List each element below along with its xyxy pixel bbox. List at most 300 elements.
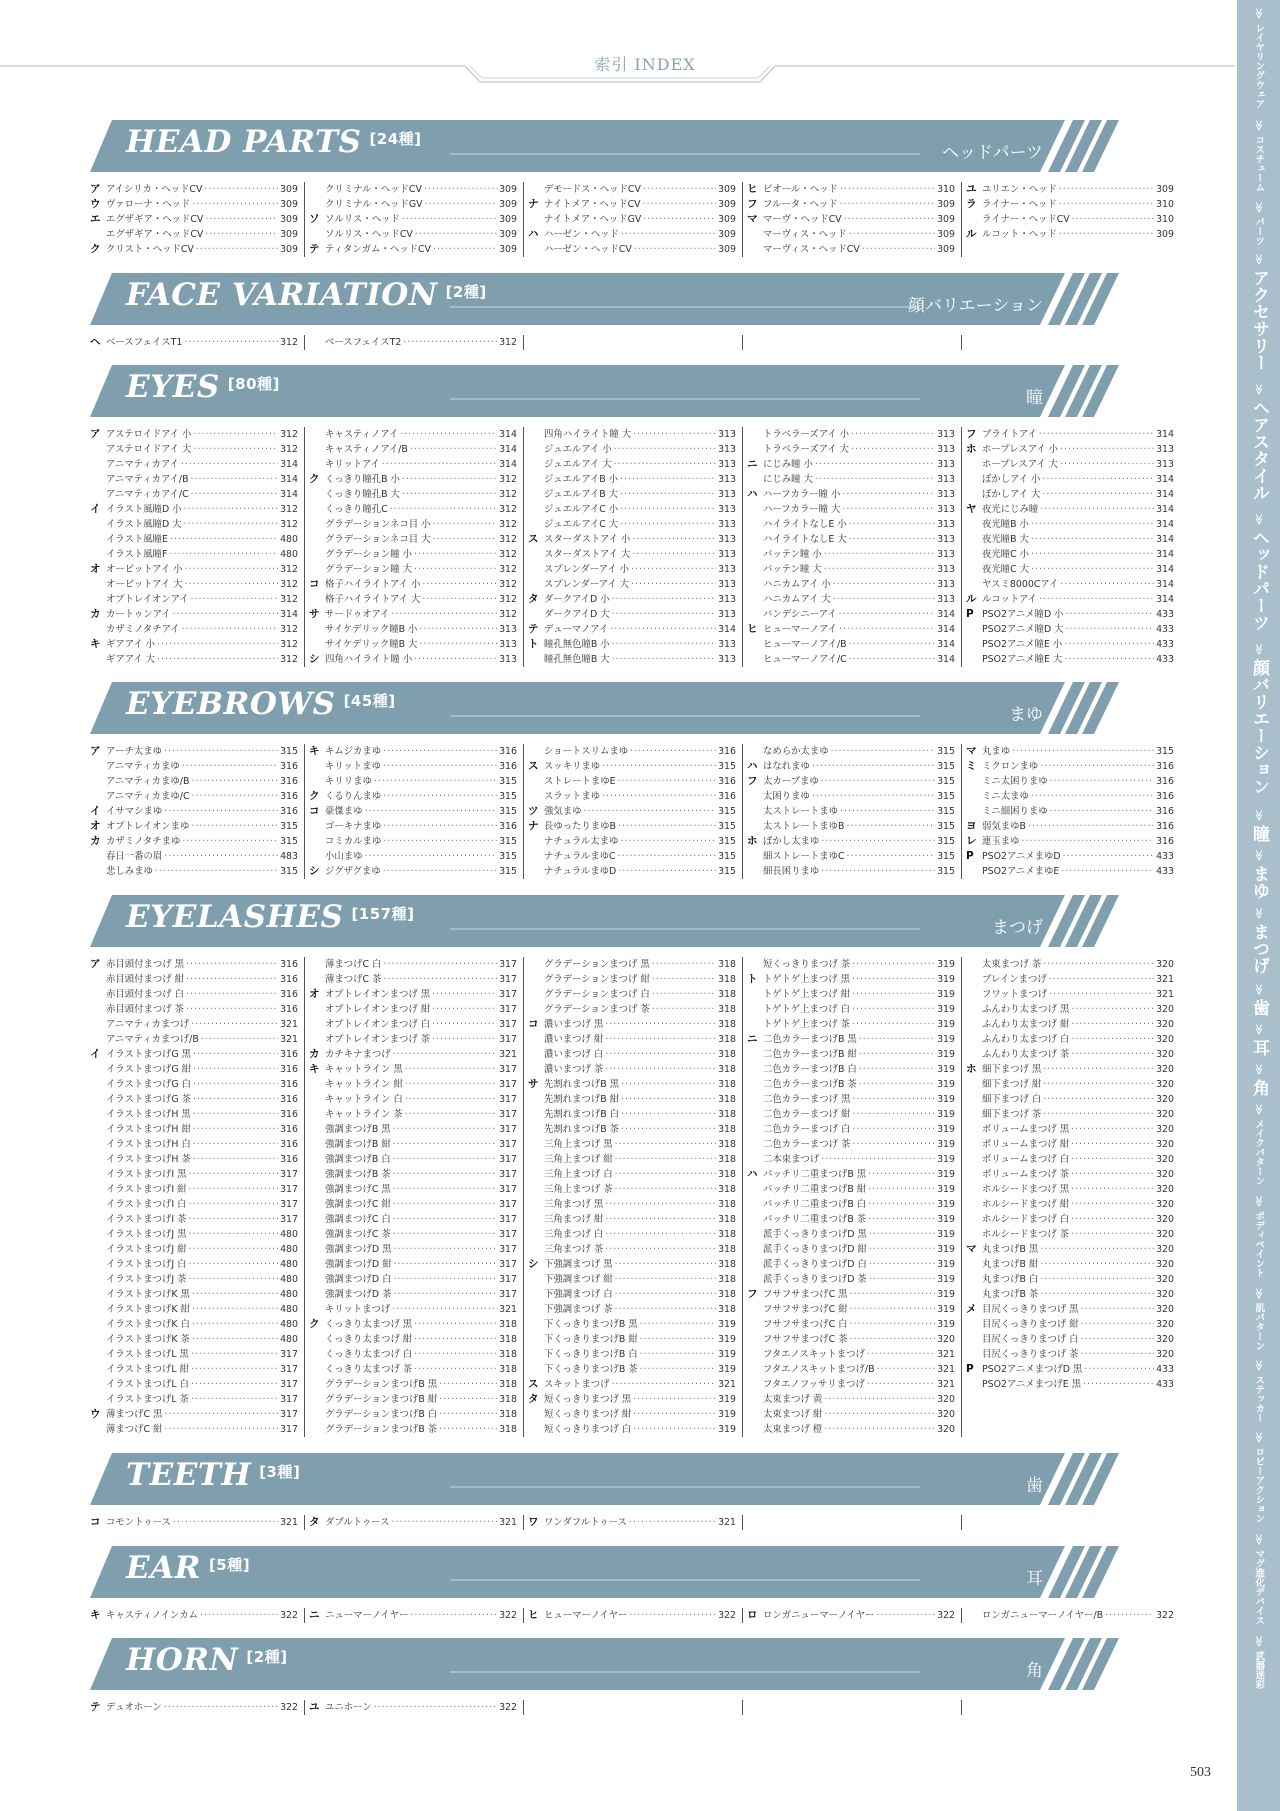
leader-dots — [1059, 227, 1154, 242]
sidebar-tab[interactable] — [1237, 120, 1280, 192]
index-entry — [90, 1242, 298, 1257]
index-entry — [528, 532, 736, 547]
leader-dots — [1071, 1212, 1154, 1227]
entry-page: 320 — [937, 1394, 955, 1405]
kana-initial: シ — [309, 653, 320, 665]
index-entry — [90, 472, 298, 487]
index-entry — [966, 1122, 1174, 1137]
index-entry — [309, 1017, 517, 1032]
entry-name: ジグザグまゆ — [325, 866, 381, 877]
entry-name: イラストまつげG 茶 — [106, 1094, 191, 1105]
chevron-icon: ≫ — [1251, 7, 1265, 20]
entry-page: 433 — [1156, 654, 1174, 665]
entry-name: 下強調まつげ 黒 — [544, 1259, 613, 1270]
index-entry — [309, 1182, 517, 1197]
kana-initial — [528, 1107, 544, 1122]
entry-name: ライナー・ヘッド — [982, 199, 1057, 210]
index-entry — [528, 1122, 736, 1137]
kana-initial — [528, 182, 544, 197]
index-entry — [90, 1392, 298, 1407]
entry-page: 317 — [499, 1214, 517, 1225]
entry-name: ブレインまつげ — [982, 974, 1047, 985]
entry-page: 317 — [499, 1019, 517, 1030]
index-entry — [528, 972, 736, 987]
index-entry — [309, 1317, 517, 1332]
kana-initial: ウ — [90, 1408, 101, 1420]
sidebar-tab-label: 耳 — [1249, 1039, 1269, 1056]
entry-page: 322 — [937, 1610, 955, 1621]
entry-name: グラデーションネコ目 大 — [325, 534, 431, 545]
kana-initial — [90, 1392, 106, 1407]
index-entry — [966, 1092, 1174, 1107]
sidebar-tab[interactable] — [1237, 384, 1280, 501]
entry-name: ぼかしアイ 大 — [982, 489, 1041, 500]
index-entry — [528, 1002, 736, 1017]
leader-dots — [191, 1347, 278, 1362]
leader-dots — [842, 502, 935, 517]
entry-name: トゲトゲ上まつげ 茶 — [763, 1019, 850, 1030]
entry-name: イラストまつげL 黒 — [106, 1349, 189, 1360]
entry-page: 313 — [718, 519, 736, 530]
entry-name: 長ゆったりまゆB — [544, 821, 616, 832]
index-entry — [966, 577, 1174, 592]
entry-page: 312 — [499, 534, 517, 545]
sidebar-tab-label: 瞳 — [1249, 825, 1269, 842]
leader-dots — [1040, 1272, 1154, 1287]
sidebar-tab[interactable] — [1237, 1196, 1280, 1278]
sidebar-tab[interactable] — [1237, 8, 1280, 109]
section-japanese-title: 歯 — [1026, 1476, 1043, 1496]
kana-initial — [309, 562, 325, 577]
kana-initial: メ — [966, 1303, 977, 1315]
entry-name: 強調まつげD 白 — [325, 1274, 392, 1285]
index-entry — [966, 637, 1174, 652]
index-entry — [309, 1032, 517, 1047]
index-entry — [528, 1077, 736, 1092]
leader-dots — [414, 1347, 497, 1362]
leader-dots — [383, 759, 497, 774]
chevron-icon: ≫ — [1251, 1103, 1265, 1116]
entry-name: フルータ・ヘッド — [763, 199, 838, 210]
index-entry — [966, 864, 1174, 879]
kana-initial — [309, 1377, 325, 1392]
entry-name: パッチリ二重まつげB 黒 — [763, 1169, 867, 1180]
entry-page: 317 — [499, 1094, 517, 1105]
section-japanese-title: まゆ — [1009, 705, 1043, 725]
entry-name: キャットライン 白 — [325, 1094, 403, 1105]
entry-page: 309 — [499, 199, 517, 210]
entry-page: 319 — [937, 1169, 955, 1180]
eyebrows-column — [966, 744, 1174, 879]
leader-dots — [868, 1182, 935, 1197]
kana-initial — [528, 1272, 544, 1287]
sidebar-tab[interactable] — [1237, 1432, 1280, 1523]
entry-page: 316 — [718, 791, 736, 802]
kana-initial: タ — [528, 593, 539, 605]
chevron-icon: ≫ — [1251, 1359, 1265, 1372]
kana-initial — [966, 1377, 982, 1392]
entry-name: 薄まつげC 茶 — [325, 974, 382, 985]
index-entry — [528, 427, 736, 442]
entry-page: 315 — [937, 836, 955, 847]
index-entry — [90, 864, 298, 879]
entry-page: 316 — [1156, 806, 1174, 817]
index-entry — [90, 1515, 298, 1530]
index-entry — [747, 427, 955, 442]
leader-dots — [414, 547, 497, 562]
entry-name: 下くっきりまつげB 紺 — [544, 1334, 638, 1345]
kana-initial — [966, 547, 982, 562]
entry-name: 先割れまつげB 紺 — [544, 1094, 620, 1105]
entry-page: 320 — [937, 1424, 955, 1435]
entry-name: 三角上まつげ 白 — [544, 1169, 613, 1180]
entry-name: 短くっきりまつげ 黒 — [544, 1394, 632, 1405]
entry-name: ふんわり太まつげ 茶 — [982, 1049, 1070, 1060]
index-entry — [528, 1392, 736, 1407]
index-entry — [309, 562, 517, 577]
entry-name: 夜光瞳B 大 — [982, 534, 1029, 545]
leader-dots — [1071, 1227, 1154, 1242]
entry-page: 313 — [937, 504, 955, 515]
leader-dots — [633, 427, 716, 442]
entry-name: はなれまゆ — [763, 761, 810, 772]
leader-dots — [652, 972, 716, 987]
entry-page: 318 — [718, 1004, 736, 1015]
entry-name: 二本束まつげ — [763, 1154, 820, 1165]
entry-name: グラデーションまつげB 白 — [325, 1409, 438, 1420]
chevron-icon: ≫ — [1251, 201, 1265, 214]
leader-dots — [393, 1167, 497, 1182]
index-entry — [309, 182, 517, 197]
entry-name: キムジカまゆ — [325, 746, 382, 757]
entry-page: 314 — [937, 639, 955, 650]
eyebrows-banner — [90, 682, 1125, 734]
sidebar-tab-label: マグ進化デバイス — [1253, 1549, 1265, 1625]
entry-page: 314 — [280, 489, 298, 500]
sidebar-tab[interactable] — [1237, 202, 1280, 246]
index-entry — [528, 442, 736, 457]
index-entry — [528, 227, 736, 242]
leader-dots — [1012, 744, 1154, 759]
entry-name: 下強調まつげ 茶 — [544, 1304, 613, 1315]
leader-dots — [584, 804, 717, 819]
entry-page: 320 — [1156, 1019, 1174, 1030]
ear-column — [966, 1608, 1174, 1623]
entry-page: 315 — [937, 866, 955, 877]
sidebar-tab[interactable] — [1237, 1636, 1280, 1689]
sidebar-tab[interactable] — [1237, 1104, 1280, 1186]
entry-page: 313 — [937, 474, 955, 485]
entry-name: 二色カラーまつげB 黒 — [763, 1034, 857, 1045]
kana-initial — [90, 1212, 106, 1227]
kana-initial — [747, 1377, 763, 1392]
teeth-column — [966, 1515, 1174, 1530]
entry-name: PSO2アニメまゆD — [982, 851, 1061, 862]
kana-initial — [90, 622, 106, 637]
entry-page: 316 — [1156, 836, 1174, 847]
section-title-text: TEETH — [126, 1457, 252, 1493]
kana-initial — [747, 1347, 763, 1362]
entry-name: クリスト・ヘッドCV — [106, 244, 194, 255]
index-entry — [747, 1047, 955, 1062]
index-entry — [747, 562, 955, 577]
index-entry — [966, 592, 1174, 607]
entry-page: 319 — [937, 1274, 955, 1285]
entry-page: 320 — [1156, 1274, 1174, 1285]
teeth-column — [747, 1515, 962, 1530]
section-title — [126, 686, 396, 722]
entry-name: 二色カラーまつげ 白 — [763, 1124, 851, 1135]
index-entry — [528, 622, 736, 637]
kana-initial: カ — [90, 835, 101, 847]
leader-dots — [393, 1137, 497, 1152]
sidebar-tab[interactable] — [1237, 984, 1280, 1016]
leader-dots — [1060, 577, 1154, 592]
entry-name: アニマティカまつげ/B — [106, 1034, 199, 1045]
chevron-icon: ≫ — [1251, 513, 1265, 526]
index-entry — [966, 1167, 1174, 1182]
entry-page: 319 — [937, 1004, 955, 1015]
entry-page: 316 — [280, 1079, 298, 1090]
entry-page: 315 — [499, 866, 517, 877]
entry-name: ふんわり太まつげ 白 — [982, 1034, 1070, 1045]
kana-initial — [966, 577, 982, 592]
eyelashes-column — [528, 957, 743, 1437]
section-count: [157種] — [351, 905, 415, 923]
index-entry — [528, 819, 736, 834]
kana-initial: サ — [528, 1078, 539, 1090]
sidebar-tab[interactable] — [1237, 1534, 1280, 1625]
leader-dots — [193, 427, 278, 442]
sidebar-tab[interactable] — [1237, 810, 1280, 842]
index-entry — [309, 1332, 517, 1347]
entry-page: 316 — [499, 761, 517, 772]
kana-initial: カ — [309, 1048, 320, 1060]
leader-dots — [383, 819, 497, 834]
eyelashes-banner — [90, 895, 1125, 947]
leader-dots — [191, 1392, 278, 1407]
entry-name: オプトレイオンアイ — [106, 594, 189, 605]
leader-dots — [634, 242, 716, 257]
kana-initial: ヒ — [747, 623, 758, 635]
leader-dots — [188, 1257, 278, 1272]
kana-initial — [747, 1407, 763, 1422]
entry-name: ホルシードまつげ 黒 — [982, 1184, 1070, 1195]
leader-dots — [620, 502, 716, 517]
chevron-icon: ≫ — [1251, 1063, 1265, 1076]
kana-initial: ハ — [747, 488, 758, 500]
kana-initial — [528, 1407, 544, 1422]
kana-initial — [528, 242, 544, 257]
leader-dots — [1049, 987, 1154, 1002]
kana-initial — [747, 1137, 763, 1152]
entry-name: くっきり瞳孔C — [325, 504, 388, 515]
entry-name: グラデーションまつげB 紺 — [325, 1394, 438, 1405]
entry-name: 先割れまつげB 茶 — [544, 1124, 620, 1135]
index-entry — [747, 1002, 955, 1017]
index-entry — [528, 1608, 736, 1623]
sidebar-tab[interactable] — [1237, 1288, 1280, 1351]
entry-page: 319 — [718, 1409, 736, 1420]
section-title — [126, 1642, 288, 1678]
kana-initial: フ — [747, 198, 758, 210]
entry-page: 319 — [937, 1079, 955, 1090]
entry-name: フワットまつげ — [982, 989, 1048, 1000]
section-title — [126, 277, 487, 313]
kana-initial — [528, 1167, 544, 1182]
entry-name: ボリュームまつげ 白 — [982, 1154, 1070, 1165]
kana-initial: オ — [90, 820, 101, 832]
kana-initial — [528, 1287, 544, 1302]
kana-initial — [309, 849, 325, 864]
index-entry — [747, 849, 955, 864]
entry-name: 下強調まつげ 白 — [544, 1289, 613, 1300]
leader-dots — [852, 1017, 935, 1032]
entry-name: ハニカムアイ 小 — [763, 579, 831, 590]
sidebar-tab[interactable] — [1237, 1064, 1280, 1096]
leader-dots — [840, 197, 935, 212]
chevron-icon: ≫ — [1251, 643, 1265, 656]
entry-name: 濃いまつげ 茶 — [544, 1064, 604, 1075]
entry-name: フサフサまつげC 白 — [763, 1319, 848, 1330]
leader-dots — [868, 1167, 935, 1182]
entry-name: パッチリ二重まつげB 紺 — [763, 1184, 867, 1195]
kana-initial — [966, 804, 982, 819]
teeth-column — [309, 1515, 524, 1530]
kana-initial: コ — [309, 578, 320, 590]
leader-dots — [831, 744, 935, 759]
entry-page: 315 — [718, 836, 736, 847]
sidebar-tab[interactable] — [1237, 514, 1280, 631]
entry-page: 315 — [937, 776, 955, 787]
ear-column — [309, 1608, 524, 1623]
entry-page: 314 — [280, 459, 298, 470]
entry-page: 319 — [937, 1049, 955, 1060]
kana-initial — [309, 487, 325, 502]
chevron-icon: ≫ — [1251, 253, 1265, 266]
kana-initial: ナ — [528, 198, 539, 210]
index-entry — [528, 1212, 736, 1227]
entry-name: ロンガニューマーノイヤー/B — [982, 1610, 1104, 1621]
leader-dots — [1071, 1047, 1154, 1062]
leader-dots — [869, 1227, 935, 1242]
sidebar-tab[interactable] — [1237, 644, 1280, 795]
leader-dots — [1039, 592, 1154, 607]
entry-name: イラストまつげG 紺 — [106, 1064, 191, 1075]
kana-initial — [90, 457, 106, 472]
entry-page: 320 — [1156, 1109, 1174, 1120]
leader-dots — [867, 1377, 935, 1392]
kana-initial — [747, 1017, 763, 1032]
kana-initial: ハ — [528, 228, 539, 240]
index-entry — [90, 1700, 298, 1715]
entry-name: ティタンガム・ヘッドCV — [325, 244, 431, 255]
entry-name: 三角まつげ 白 — [544, 1229, 604, 1240]
kana-initial: ワ — [528, 1516, 539, 1528]
leader-dots — [182, 759, 278, 774]
entry-page: 316 — [280, 1094, 298, 1105]
index-entry — [747, 864, 955, 879]
entry-name: サイケデリック瞳B 小 — [325, 624, 418, 635]
leader-dots — [611, 1377, 716, 1392]
kana-initial — [966, 1137, 982, 1152]
entry-name: イラスト風瞳F — [106, 549, 168, 560]
leader-dots — [618, 864, 716, 879]
entry-name: ミニ細困りまゆ — [982, 806, 1048, 817]
kana-initial — [528, 1422, 544, 1437]
index-entry — [90, 834, 298, 849]
sidebar-tab-label: レイヤリングウェア — [1253, 23, 1265, 109]
eyes-column — [966, 427, 1174, 667]
leader-dots — [869, 1272, 935, 1287]
entry-page: 313 — [937, 459, 955, 470]
kana-initial — [966, 1287, 982, 1302]
entry-name: 丸まつげB 茶 — [982, 1289, 1039, 1300]
index-entry — [90, 987, 298, 1002]
index-entry — [90, 442, 298, 457]
face-variation-column — [528, 335, 743, 350]
kana-initial — [309, 1122, 325, 1137]
index-entry — [309, 849, 517, 864]
leader-dots — [191, 487, 278, 502]
sidebar-tab[interactable] — [1237, 254, 1280, 371]
index-entry — [309, 607, 517, 622]
kana-initial: ア — [90, 428, 101, 440]
entry-name: グラデーション瞳 大 — [325, 564, 412, 575]
index-entry — [90, 1167, 298, 1182]
kana-initial: ス — [528, 533, 539, 545]
leader-dots — [621, 1092, 716, 1107]
leader-dots — [1071, 1167, 1154, 1182]
leader-dots — [852, 1092, 935, 1107]
entry-page: 316 — [280, 989, 298, 1000]
sidebar-tab[interactable] — [1237, 1024, 1280, 1056]
entry-page: 314 — [1156, 504, 1174, 515]
sidebar-tab[interactable] — [1237, 850, 1280, 899]
leader-dots — [840, 804, 935, 819]
leader-dots — [633, 1392, 716, 1407]
kana-initial — [90, 1272, 106, 1287]
kana-initial — [309, 1167, 325, 1182]
entry-page: 319 — [937, 1259, 955, 1270]
index-entry — [309, 1242, 517, 1257]
entry-page: 318 — [718, 1139, 736, 1150]
index-entry — [747, 472, 955, 487]
leader-dots — [632, 532, 716, 547]
leader-dots — [652, 987, 716, 1002]
sidebar-tab[interactable] — [1237, 1360, 1280, 1423]
entry-page: 317 — [280, 1199, 298, 1210]
kana-initial: ユ — [309, 1701, 320, 1713]
leader-dots — [365, 804, 498, 819]
leader-dots — [824, 1392, 935, 1407]
index-entry — [747, 819, 955, 834]
leader-dots — [839, 622, 935, 637]
index-entry — [309, 487, 517, 502]
kana-initial — [966, 562, 982, 577]
teeth-column — [90, 1515, 305, 1530]
index-entry — [966, 212, 1174, 227]
leader-dots — [393, 1227, 497, 1242]
entry-page: 309 — [718, 214, 736, 225]
kana-initial — [90, 1377, 106, 1392]
entry-page: 319 — [937, 1154, 955, 1165]
sidebar-tab[interactable] — [1237, 908, 1280, 974]
entry-name: 太困りまゆ — [763, 791, 810, 802]
index-entry — [528, 1407, 736, 1422]
entry-name: 下くっきりまつげB 茶 — [544, 1364, 638, 1375]
index-entry — [90, 1077, 298, 1092]
